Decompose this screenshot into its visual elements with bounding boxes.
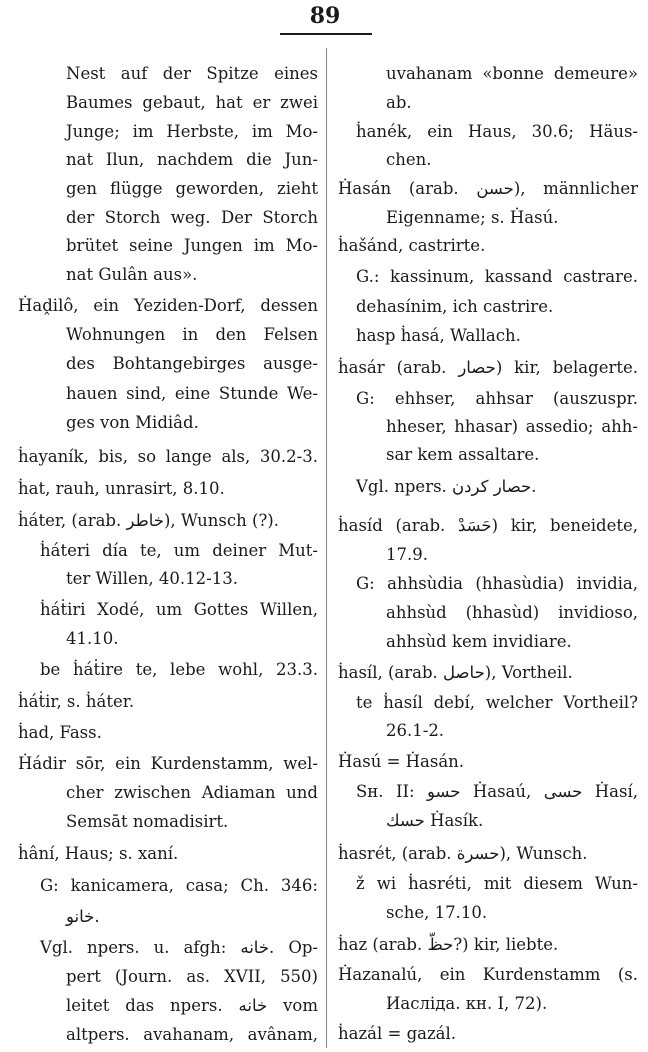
column-divider — [326, 48, 327, 1048]
right-column-line: ž wi ḣasréti, mit diesem Wun- — [356, 874, 638, 893]
right-column-line: 26.1-2. — [386, 721, 445, 740]
right-column-line: Иасліда. кн. I, 72). — [386, 994, 548, 1013]
left-column-line: ḣáteri día te, um deiner Mut- — [40, 541, 318, 560]
left-column-line: leitet das npers. خانه vom — [66, 996, 319, 1015]
left-column-line: Baumes gebaut, hat er zwei — [66, 93, 318, 112]
right-column-line: ab. — [386, 93, 412, 112]
left-column-line: nat Ilun, nachdem die Jun- — [66, 150, 318, 169]
right-column-line: hasp ḣasá, Wallach. — [356, 326, 521, 345]
left-column-line: brütet seine Jungen im Mo- — [66, 236, 318, 255]
left-column-line: Ḣádir sōr, ein Kurdenstamm, wel- — [18, 754, 318, 773]
right-column-line: uvahanam «bonne demeure» — [386, 64, 638, 83]
left-column-line: Nest auf der Spitze eines — [66, 64, 318, 83]
right-column-line: G.: kassinum, kassand castrare. — [356, 267, 638, 286]
left-column-line: 41.10. — [66, 629, 119, 648]
left-column-line: خانو. — [66, 907, 100, 926]
left-column-line: Ḣaḓilô, ein Yeziden-Dorf, dessen — [18, 296, 318, 315]
left-column-line: ḣâní, Haus; s. xaní. — [18, 844, 179, 863]
left-column-line: ḣat, rauh, unrasirt, 8.10. — [18, 479, 225, 498]
left-column-line: ḣad, Fass. — [18, 723, 102, 742]
left-column-line: cher zwischen Adiaman und — [66, 783, 318, 802]
page-number: 89 — [309, 3, 341, 29]
left-column-line: des Bohtangebirges ausge- — [66, 354, 318, 373]
left-column-line: gen flügge geworden, zieht — [66, 179, 318, 198]
left-column-line: G: kanicamera, casa; Ch. 346: — [40, 876, 318, 895]
left-column-line: pert (Journ. as. XVII, 550) — [66, 967, 318, 986]
right-column-line: ḣasár (arab. حصار) kir, belagerte. — [338, 358, 638, 377]
right-column-line: ḣasrét, (arab. حسرة), Wunsch. — [338, 844, 588, 863]
right-column-line: hheser, hhasar) assedio; ahh- — [386, 417, 638, 436]
right-column-line: chen. — [386, 150, 432, 169]
left-column-line: Junge; im Herbste, im Mo- — [66, 122, 318, 141]
right-column-line: ḣazál = gazál. — [338, 1024, 457, 1043]
left-column-line: altpers. avahanam, avânam, — [66, 1025, 318, 1044]
left-column-line: Vgl. npers. u. afgh: خانه. Op- — [40, 938, 318, 957]
right-column-line: Ḣasú = Ḣasán. — [338, 752, 465, 771]
left-column-line: ter Willen, 40.12-13. — [66, 569, 238, 588]
right-column-line: 17.9. — [386, 545, 428, 564]
left-column-line: der Storch weg. Der Storch — [66, 208, 318, 227]
left-column-line: ges von Midiâd. — [66, 413, 199, 432]
right-column-line: ḣanék, ein Haus, 30.6; Häus- — [356, 122, 638, 141]
right-column-line: sar kem assaltare. — [386, 445, 540, 464]
right-column-line: ḣašánd, castrirte. — [338, 236, 486, 255]
left-column-line: ḣáṫiri Xodé, um Gottes Willen, — [40, 600, 318, 619]
page-number-rule — [280, 33, 372, 35]
left-column-line: ḣáter, (arab. خاطر), Wunsch (?). — [18, 511, 279, 530]
right-column-line: Ḣasán (arab. حسن), männlicher — [338, 179, 638, 198]
right-column-line: te ḣasíl debí, welcher Vortheil? — [356, 693, 638, 712]
right-column-line: Ḣazanalú, ein Kurdenstamm (s. — [338, 965, 638, 984]
left-column-line: be ḣáṫire te, lebe wohl, 23.3. — [40, 660, 318, 679]
left-column-line: Semsāt nomadisirt. — [66, 812, 229, 831]
right-column-line: G: ahhsùdia (hhasùdia) invidia, — [356, 574, 638, 593]
right-column-line: ahhsùd kem invidiare. — [386, 632, 572, 651]
right-column-line: Vgl. npers. حصار كردن. — [356, 477, 537, 496]
right-column-line: dehasínim, ich castrire. — [356, 297, 554, 316]
right-column-line: Eigenname; s. Ḣasú. — [386, 208, 559, 227]
right-column-line: Sн. II: حسو Ḣasaú, حسى Ḣasí, — [356, 782, 638, 801]
right-column-line: ḣaz (arab. حظّ?) kir, liebte. — [338, 935, 559, 954]
right-column-line: ḣasíl, (arab. حاصل), Vortheil. — [338, 663, 573, 682]
left-column-line: Wohnungen in den Felsen — [66, 325, 318, 344]
right-column-line: G: ehhser, ahhsar (auszuspr. — [356, 389, 638, 408]
left-column-line: hauen sind, eine Stunde We- — [66, 384, 318, 403]
left-column-line: nat Gulân aus». — [66, 265, 198, 284]
right-column-line: ḣasíd (arab. حَسَدْ) kir, beneidete, — [338, 516, 638, 535]
left-column-line: ḣáṫir, s. ḣáter. — [18, 692, 135, 711]
right-column-line: sche, 17.10. — [386, 903, 488, 922]
right-column-line: ahhsùd (hhasùd) invidioso, — [386, 603, 638, 622]
right-column-line: حسك Ḣasík. — [386, 811, 484, 830]
left-column-line: ḣayaník, bis, so lange als, 30.2-3. — [18, 447, 318, 466]
